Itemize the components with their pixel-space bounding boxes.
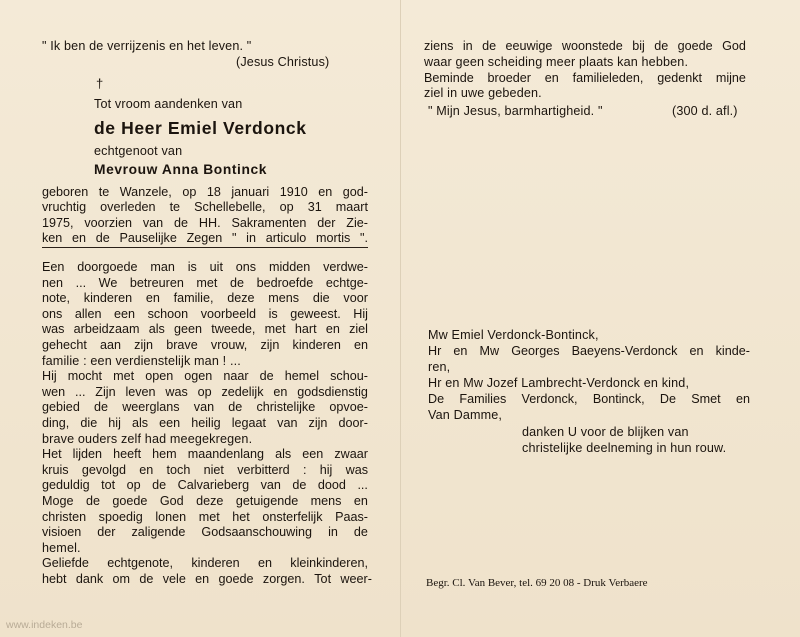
thanks-line: christelijke deelneming in hun rouw. <box>522 441 727 455</box>
family-line: Hr en Mw Georges Baeyens-Verdonck en kinde- <box>428 344 750 358</box>
quote-attribution: (Jesus Christus) <box>236 55 330 69</box>
right-panel <box>424 0 764 637</box>
eulogy-line: note, kinderen en familie, deze mens die voor <box>42 291 368 306</box>
family-line: ren, <box>428 360 451 374</box>
eulogy-line: ons allen een schoon voorbeeld is geweest. Hij <box>42 306 368 321</box>
eulogy-line: geduldig tot op de Calvarieberg van de dood ... <box>42 478 368 493</box>
left-panel <box>24 0 372 637</box>
cross-icon: † <box>96 76 104 91</box>
closing-line: ziens in de eeuwige woonstede bij de goede God <box>424 39 746 53</box>
eulogy-line: familie : een verdienstelijk man ! ... <box>42 353 241 368</box>
bio-line: 1975, voorzien van de HH. Sakramenten der Zie- <box>42 216 368 230</box>
closing-line: ziel in uwe gebeden. <box>424 86 542 100</box>
bio-line: vruchtig overleden te Schellebelle, op 31 maart <box>42 200 368 214</box>
closing-line: Beminde broeder en familieleden, gedenkt mijne <box>424 71 746 85</box>
bible-quote: " Ik ben de verrijzenis en het leven. " <box>42 39 252 53</box>
eulogy-line: Geliefde echtgenote, kinderen en kleinkinderen, <box>42 556 368 571</box>
printer-credit: Begr. Cl. Van Bever, tel. 69 20 08 - Druk Verbaere <box>426 577 648 589</box>
eulogy-line: visioen der zaligende Godsaanschouwing in de <box>42 525 368 540</box>
memorial-intro: Tot vroom aandenken van <box>94 97 243 111</box>
eulogy-line: brave ouders zelf had meegekregen. <box>42 431 253 446</box>
closing-line: waar geen scheiding meer plaats kan hebben. <box>424 55 689 69</box>
bio-line: ken en de Pauselijke Zegen " in articulo mortis ". <box>42 231 368 245</box>
eulogy-line: kruis gevolgd en toch niet verbitterd : hij was <box>42 462 368 477</box>
eulogy-line: nen ... We betreuren met de bedroefde echtge- <box>42 275 368 290</box>
spouse-name: Mevrouw Anna Bontinck <box>94 162 268 177</box>
eulogy-line: hemel. <box>42 540 81 555</box>
fold-line <box>400 0 401 637</box>
eulogy-line: ding, die hij als een heilig legaat van zijn door- <box>42 416 368 430</box>
indulgence: (300 d. afl.) <box>672 104 738 118</box>
eulogy-line: hebt dank om de vele en goede zorgen. Tot weer- <box>42 572 372 586</box>
bio-line: geboren te Wanzele, op 18 januari 1910 en god- <box>42 185 368 199</box>
eulogy-line: Het lijden heeft hem maandenlang als een zwaar <box>42 447 368 462</box>
family-line: Hr en Mw Jozef Lambrecht-Verdonck en kind, <box>428 376 690 390</box>
watermark: www.indeken.be <box>6 619 83 631</box>
eulogy-line: gehecht aan zijn brave vrouw, zijn kinderen en <box>42 338 368 352</box>
eulogy-line: Een doorgoede man is uit ons midden verdwe- <box>42 260 368 274</box>
eulogy-line: Moge de goede God deze getuigende mens en <box>42 494 368 508</box>
family-line: Van Damme, <box>428 408 503 422</box>
divider <box>42 247 368 248</box>
prayer: " Mijn Jesus, barmhartigheid. " <box>428 104 603 118</box>
spouse-intro: echtgenoot van <box>94 144 183 158</box>
family-line: Mw Emiel Verdonck-Bontinck, <box>428 328 599 342</box>
deceased-name: de Heer Emiel Verdonck <box>94 118 307 138</box>
eulogy-line: christen spoedig lonen met het onsterfelijk Paas- <box>42 509 368 524</box>
eulogy-line: gebied de weerglans van de christelijke opvoe- <box>42 400 368 415</box>
eulogy-line: Hij mocht met open ogen naar de hemel schou- <box>42 369 368 384</box>
family-line: De Families Verdonck, Bontinck, De Smet en <box>428 392 750 406</box>
eulogy-line: was arbeidzaam als geen tweede, met hart en ziel <box>42 322 368 337</box>
eulogy-line: wen ... Zijn leven was op zedelijk en godsdienstig <box>42 384 368 399</box>
thanks-line: danken U voor de blijken van <box>522 425 689 439</box>
